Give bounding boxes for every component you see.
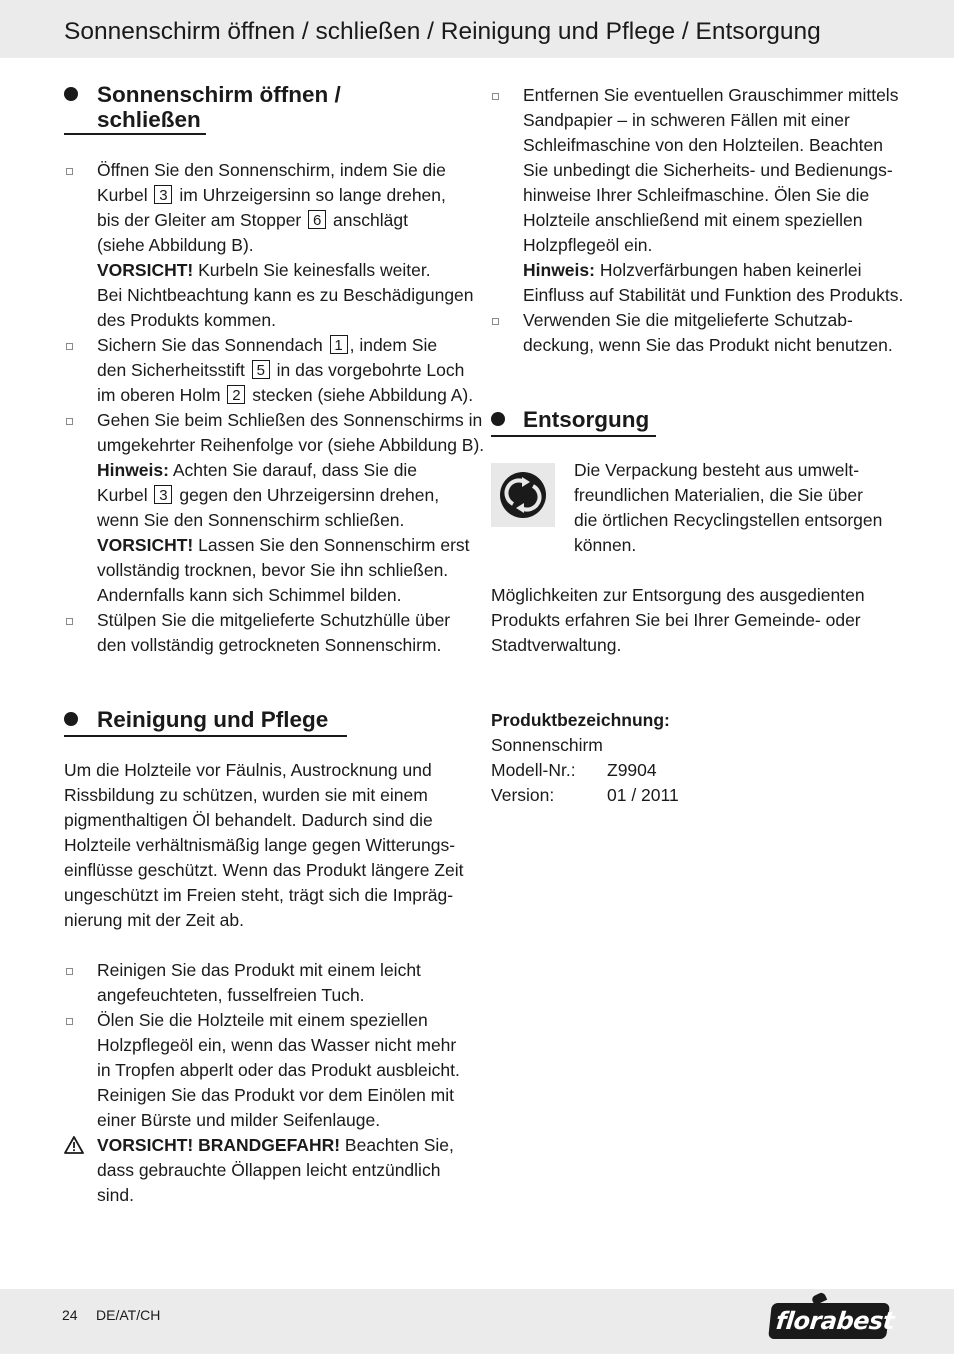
part-ref-crank: 3 — [154, 485, 172, 504]
text: anschlägt — [333, 210, 408, 230]
section-title: Reinigung und Pflege — [97, 707, 329, 732]
text-line: in Tropfen abperlt oder das Produkt ausbleicht. — [97, 1060, 460, 1080]
text-line: Holzteile anschließend mit einem speziellen — [523, 210, 863, 230]
text-line: sind. — [97, 1185, 134, 1205]
fire-caution-label: VORSICHT! BRANDGEFAHR! — [97, 1135, 341, 1155]
instruction-close-umbrella — [97, 408, 484, 608]
text: Sichern Sie das Sonnendach — [97, 335, 323, 355]
text-line: Sie unbedingt die Sicherheits- und Bedienungs- — [523, 160, 893, 180]
caution-label: VORSICHT! — [97, 260, 194, 280]
part-ref-pole: 2 — [227, 385, 245, 404]
text-line — [97, 1133, 454, 1158]
checkbox-bullet-icon — [66, 968, 73, 975]
text-line — [97, 333, 473, 358]
page-header-title: Sonnenschirm öffnen / schließen / Reinigung und Pflege / Entsorgung — [64, 18, 821, 45]
checkbox-bullet-icon — [66, 343, 73, 350]
green-dot-recycle-icon — [491, 463, 555, 527]
fire-hazard-warning — [97, 1133, 454, 1208]
text-line: Produkts erfahren Sie bei Ihrer Gemeinde- oder — [491, 610, 861, 630]
text-line — [491, 708, 679, 733]
text-line — [97, 208, 474, 233]
text: Kurbel — [97, 185, 148, 205]
bullet-dot-icon — [64, 712, 78, 726]
version-value: 01 / 2011 — [607, 785, 679, 805]
instruction-clean-cloth — [97, 958, 421, 1008]
text-line: des Produkts kommen. — [97, 310, 276, 330]
text-line: können. — [574, 535, 637, 555]
instruction-open-umbrella — [97, 158, 474, 333]
text-line — [97, 183, 474, 208]
model-label: Modell-Nr.: — [491, 760, 576, 780]
text-line: Einfluss auf Stabilität und Funktion des Produkts. — [523, 285, 904, 305]
part-ref-crank: 3 — [154, 185, 172, 204]
text-line: die örtlichen Recyclingstellen entsorgen — [574, 510, 883, 530]
text: Kurbeln Sie keinesfalls weiter. — [193, 260, 431, 280]
text-line: einer Bürste und milder Seifenlauge. — [97, 1110, 381, 1130]
text-line: deckung, wenn Sie das Produkt nicht benutzen. — [523, 335, 893, 355]
text: im Uhrzeigersinn so lange drehen, — [179, 185, 446, 205]
instruction-cover — [97, 608, 450, 658]
text-line: Holzpflegeöl ein. — [523, 235, 653, 255]
text: Kurbel — [97, 485, 148, 505]
checkbox-bullet-icon — [492, 318, 499, 325]
text-line: Gehen Sie beim Schließen des Sonnenschirms in — [97, 410, 483, 430]
text-line: dass gebrauchte Öllappen leicht entzündlich — [97, 1160, 441, 1180]
text-line: Bei Nichtbeachtung kann es zu Beschädigungen — [97, 285, 474, 305]
text: Beachten Sie, — [340, 1135, 454, 1155]
checkbox-bullet-icon — [66, 418, 73, 425]
instruction-secure-canopy — [97, 333, 473, 408]
text-line: Holzpflegeöl ein, wenn das Wasser nicht mehr — [97, 1035, 457, 1055]
checkbox-bullet-icon — [66, 168, 73, 175]
text-line: Öffnen Sie den Sonnenschirm, indem Sie die — [97, 160, 446, 180]
heading-underline — [491, 435, 656, 437]
text-line: Rissbildung zu schützen, wurden sie mit einem — [64, 785, 428, 805]
checkbox-bullet-icon — [66, 618, 73, 625]
product-disposal-text — [491, 583, 865, 658]
text-line: Die Verpackung besteht aus umwelt- — [574, 460, 860, 480]
product-info — [491, 708, 679, 808]
model-value: Z9904 — [607, 760, 657, 780]
text-line: freundlichen Materialien, die Sie über — [574, 485, 863, 505]
section-title-line2: schließen — [97, 107, 201, 132]
text-line: vollständig trocknen, bevor Sie ihn schließen. — [97, 560, 449, 580]
text-line — [97, 258, 474, 283]
text-line: einflüsse geschützt. Wenn das Produkt längere Zeit — [64, 860, 464, 880]
text: stecken (siehe Abbildung A). — [252, 385, 474, 405]
text-line: Entfernen Sie eventuellen Grauschimmer mittels — [523, 85, 899, 105]
text-line — [97, 458, 484, 483]
text-line: (siehe Abbildung B). — [97, 235, 254, 255]
part-ref-canopy: 1 — [330, 335, 348, 354]
section-title-line1: Sonnenschirm öffnen / — [97, 82, 341, 107]
text-line: Möglichkeiten zur Entsorgung des ausgedienten — [491, 585, 865, 605]
text-line: Sandpapier – in schweren Fällen mit einer — [523, 110, 850, 130]
version-row — [491, 783, 679, 808]
text-line: Stadtverwaltung. — [491, 635, 622, 655]
bullet-dot-icon — [491, 412, 505, 426]
instruction-remove-greying — [523, 83, 903, 308]
product-name: Sonnenschirm — [491, 735, 603, 755]
text: , indem Sie — [349, 335, 438, 355]
text-line: pigmenthaltigen Öl behandelt. Dadurch sind die — [64, 810, 433, 830]
text: in das vorgebohrte Loch — [276, 360, 465, 380]
heading-underline — [64, 133, 206, 135]
text: Holzverfärbungen haben keinerlei — [594, 260, 862, 280]
text: Achten Sie darauf, dass Sie die — [168, 460, 418, 480]
model-row — [491, 758, 679, 783]
instruction-oil-wood — [97, 1008, 460, 1133]
note-label: Hinweis: — [523, 260, 595, 280]
text-line: angefeuchteten, fusselfreien Tuch. — [97, 985, 365, 1005]
page-number: 24 — [62, 1307, 78, 1323]
text-line: Um die Holzteile vor Fäulnis, Austrocknung und — [64, 760, 432, 780]
section-heading-cleaning — [64, 707, 364, 739]
text-line: nierung mit der Zeit ab. — [64, 910, 244, 930]
text-line — [97, 483, 484, 508]
text-line: Andernfalls kann sich Schimmel bilden. — [97, 585, 402, 605]
text-line — [523, 258, 903, 283]
text-line — [97, 383, 473, 408]
checkbox-bullet-icon — [492, 93, 499, 100]
part-ref-safety-pin: 5 — [252, 360, 270, 379]
text-line — [97, 533, 484, 558]
text-line — [97, 358, 473, 383]
text: bis der Gleiter am Stopper — [97, 210, 302, 230]
text: gegen den Uhrzeigersinn drehen, — [179, 485, 440, 505]
text-line: Holzteile verhältnismäßig lange gegen Witterungs- — [64, 835, 456, 855]
text-line: Stülpen Sie die mitgelieferte Schutzhülle über — [97, 610, 451, 630]
section-title: Entsorgung — [523, 407, 650, 432]
text-line: hinweise Ihrer Schleifmaschine. Ölen Sie die — [523, 185, 870, 205]
text-line: Schleifmaschine von den Holzteilen. Beachten — [523, 135, 883, 155]
caution-label: VORSICHT! — [97, 535, 194, 555]
warning-triangle-icon — [64, 1136, 84, 1154]
part-ref-stopper: 6 — [308, 210, 326, 229]
product-label: Produktbezeichnung: — [491, 710, 670, 730]
text-line: ungeschützt im Freien steht, trägt sich die Impräg- — [64, 885, 454, 905]
version-label: Version: — [491, 785, 555, 805]
text: im oberen Holm — [97, 385, 221, 405]
text-line: umgekehrter Reihenfolge vor (siehe Abbildung B). — [97, 435, 485, 455]
recycle-symbol-icon — [491, 463, 555, 527]
text: Lassen Sie den Sonnenschirm erst — [193, 535, 470, 555]
note-label: Hinweis: — [97, 460, 169, 480]
section-heading-open-close — [64, 82, 364, 138]
text-line: Verwenden Sie die mitgelieferte Schutzab- — [523, 310, 853, 330]
cleaning-intro — [64, 758, 463, 933]
section-heading-disposal — [491, 407, 691, 439]
instruction-protective-cover — [523, 308, 893, 358]
text: den Sicherheitsstift — [97, 360, 245, 380]
locale-label: DE/AT/CH — [96, 1307, 161, 1323]
bullet-dot-icon — [64, 87, 78, 101]
brand-logo-text: florabest — [774, 1307, 896, 1335]
text-line: Reinigen Sie das Produkt mit einem leicht — [97, 960, 421, 980]
text-line: wenn Sie den Sonnenschirm schließen. — [97, 510, 405, 530]
checkbox-bullet-icon — [66, 1018, 73, 1025]
heading-underline — [64, 735, 347, 737]
text-line: Ölen Sie die Holzteile mit einem speziellen — [97, 1010, 428, 1030]
text-line: Reinigen Sie das Produkt vor dem Einölen mit — [97, 1085, 454, 1105]
brand-logo — [768, 1303, 896, 1339]
text-line: den vollständig getrockneten Sonnenschirm. — [97, 635, 442, 655]
packaging-disposal-text — [574, 458, 882, 558]
